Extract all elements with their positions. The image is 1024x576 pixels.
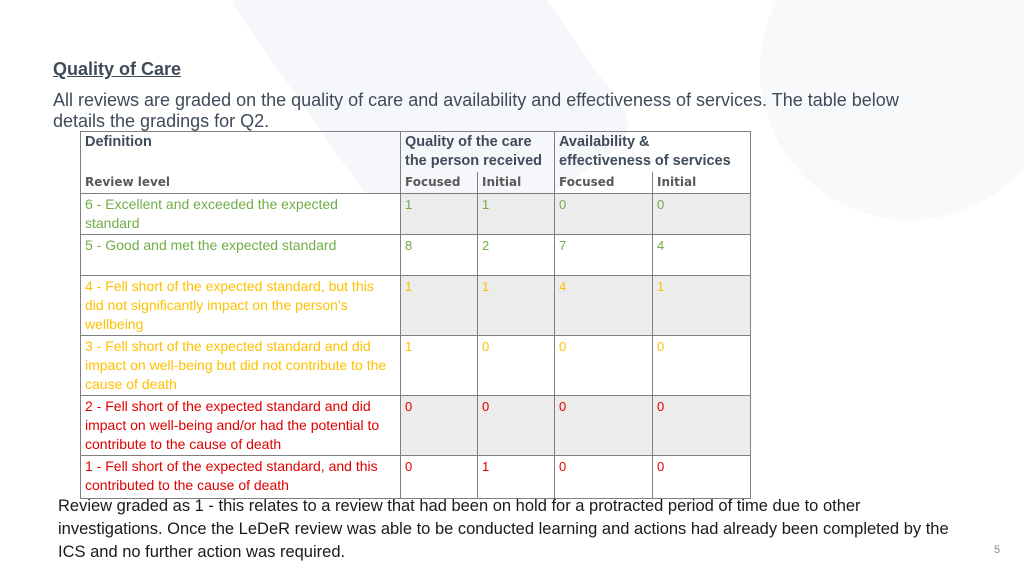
value-quality-focused: 1 — [401, 336, 478, 396]
table-row — [81, 396, 751, 456]
table-row — [81, 456, 751, 499]
value-quality-initial: 1 — [478, 276, 555, 336]
value-availability-focused: 0 — [555, 396, 653, 456]
value-availability-initial: 0 — [653, 396, 751, 456]
table-header-row — [81, 132, 751, 173]
header-quality-line2: the person received — [405, 153, 542, 169]
value-quality-focused: 1 — [401, 276, 478, 336]
review-level-label: 2 - Fell short of the expected standard and did impact on well-being and/or had the potential to contribute to the cause of death — [81, 396, 401, 456]
value-quality-focused: 0 — [401, 456, 478, 499]
value-availability-initial: 0 — [653, 336, 751, 396]
table-row — [81, 276, 751, 336]
value-quality-initial: 2 — [478, 235, 555, 276]
table-row — [81, 235, 751, 276]
header-quality-line1: Quality of the care — [405, 134, 532, 150]
subheader-review-level: Review level — [81, 172, 401, 194]
intro-text: All reviews are graded on the quality of care and availability and effectiveness of services. The table below details the gradings for Q2. — [53, 90, 899, 131]
page-title: Quality of Care — [53, 59, 182, 79]
value-quality-initial: 0 — [478, 336, 555, 396]
subheader-availability-initial: Initial — [653, 172, 751, 194]
review-level-label: 5 - Good and met the expected standard — [81, 235, 401, 276]
review-level-label: 4 - Fell short of the expected standard, but this did not significantly impact on the person’s wellbeing — [81, 276, 401, 336]
footnote-text: Review graded as 1 - this relates to a review that had been on hold for a protracted period of time due to other investigations. Once the LeDeR review was able to be conducted learning and actions had already been completed by the ICS and no further action was required. — [58, 497, 949, 561]
table-subheader-row — [81, 172, 751, 194]
review-level-label: 1 - Fell short of the expected standard, and this contributed to the cause of death — [81, 456, 401, 499]
value-availability-initial: 0 — [653, 194, 751, 235]
table-row — [81, 336, 751, 396]
value-availability-focused: 4 — [555, 276, 653, 336]
value-availability-focused: 0 — [555, 336, 653, 396]
value-availability-initial: 4 — [653, 235, 751, 276]
value-availability-focused: 0 — [555, 194, 653, 235]
value-quality-initial: 1 — [478, 456, 555, 499]
value-availability-focused: 0 — [555, 456, 653, 499]
table-row — [81, 194, 751, 235]
value-availability-initial: 1 — [653, 276, 751, 336]
header-availability-line1: Availability & — [559, 134, 650, 150]
header-availability-line2: effectiveness of services — [559, 153, 731, 169]
value-quality-initial: 1 — [478, 194, 555, 235]
review-level-label: 6 - Excellent and exceeded the expected standard — [81, 194, 401, 235]
value-quality-focused: 8 — [401, 235, 478, 276]
subheader-availability-focused: Focused — [555, 172, 653, 194]
value-quality-focused: 1 — [401, 194, 478, 235]
value-quality-focused: 0 — [401, 396, 478, 456]
subheader-quality-focused: Focused — [401, 172, 478, 194]
value-availability-initial: 0 — [653, 456, 751, 499]
header-quality-of-care — [401, 132, 555, 173]
value-quality-initial: 0 — [478, 396, 555, 456]
page-number: 5 — [994, 544, 1001, 556]
subheader-quality-initial: Initial — [478, 172, 555, 194]
header-availability — [555, 132, 751, 173]
gradings-table — [80, 131, 751, 499]
review-level-label: 3 - Fell short of the expected standard and did impact on well-being but did not contribute to the cause of death — [81, 336, 401, 396]
header-definition: Definition — [81, 132, 401, 173]
value-availability-focused: 7 — [555, 235, 653, 276]
